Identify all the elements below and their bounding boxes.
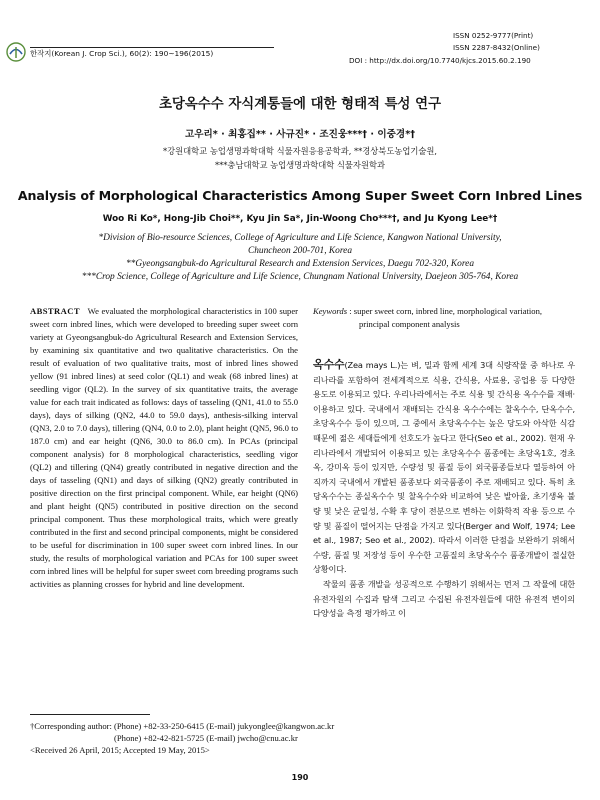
keywords — [313, 305, 575, 331]
affiliation-english-3: **Gyeongsangbuk-do Agricultural Research and Extension Services, Daegu 702-320, Korea — [125, 259, 475, 269]
abstract-label: ABSTRACT — [30, 306, 80, 316]
issn-online: ISSN 2287-8432(Online) — [453, 43, 540, 52]
abstract-text: We evaluated the morphological characteristics in 100 super sweet corn inbred lines, which were developed to breeding super sweet corn variety at Gyeongsangbuk-do Agricultural Research and Extension Services, by examining six quantitative and two qualitative characteristics. On the result of evaluation of two qualitative traits, most of inbred lines showed yellow (91 inbred lines) at seed color (QL1) and weak (68 inbred lines) at seedling vigor (QL2). In the survey of six quantitative traits, the average value for each trait indicated as follows: days of tasseling (QN1, 41.0 to 55.0 days), days of silking (QN2, 44.0 to 59.0 days), anthesis-silking interval (QN3, 2.0 to 7.0 days), tillering (QN4, 0.0 to 2.0), plant height (QN5, 96.0 to 187.0 cm) and ear height (QN6, 30.0 to 86.0 cm). In PCAs (principal component analysis) for 8 morphological characteristics, seedling vigor (QL2) and tillering (QN4) greatly contributed in negative direction and the days of tasseling (QN1) and days of silking (QN2) greatly contributed in positive direction on the first principal component. While, ear height (QN6) and plant height (QN5) contributed in positive direction on the second principal component. Thus these morphological traits, which were greatly contributed in the first and second principal components, might be considered to be useful for discrimination in 100 super sweet corn inbred lines. In our study, the results of morphological variation and PCAs for 100 super sweet corn inbred lines will be helpful for super sweet corn breeding programs such activities as planning crosses for hybrid and line development. — [30, 306, 298, 589]
authors-korean: 고우리* · 최홍집** · 사규진* · 조진웅***† · 이중경*† — [184, 129, 416, 140]
body-paragraph-1: (Zea mays L.)는 벼, 밀과 함께 세계 3대 식량작물 중 하나로 우리나라를 포함하여 전세계적으로 식용, 간식용, 사료용, 공업용 등 다양한 용도로 이용되고 있다. 우리나라에서는 주로 식용 및 간식용 옥수수를 재배·이용하고 있다. 국내에서 재배되는 간식용 옥수수에는 찰옥수수, 단옥수수, 초당옥수수 등이 있으며, 그 중에서 초당옥수수는 높은 당도와 아삭한 식감때문에 젊은 세대들에게 선호도가 높다고 한다(Seo et al., 2002). 현재 우리나라에서 개발되어 이용되고 있는 초당옥수수 품종에는 초당옥1호, 경초옥, 강미옥 등이 있지만, 수량성 및 품질 등이 외국품종들보다 열등하여 아직까지 국내에서 개발된 품종보다 외국품종이 주로 재배되고 있다. 특히 초당옥수수는 종실옥수수 및 찰옥수수와 비교하여 낮은 발아율, 초기생육 불량 및 낮은 균일성, 수확 후 당이 전분으로 변하는 이화학적 작용 등으로 수량 및 품질이 떨어지는 단점을 가지고 있다(Berger and Wolf, 1974; Lee et al., 1987; Seo et al., 2002). 따라서 이러한 단점을 보완하기 위해서 수량, 품질 및 저장성 등이 우수한 고품질의 초당옥수수 품종개발이 절실한 상황이다. — [313, 360, 575, 575]
affiliation-english-4: ***Crop Science, College of Agriculture and Life Science, Chungnam National University, Daejeon 305-764, Korea — [81, 272, 519, 282]
title-korean: 초당옥수수 자식계통들에 대한 형태적 특성 연구 — [158, 97, 441, 112]
affiliation-english-2: Chuncheon 200-701, Korea — [247, 246, 353, 256]
journal-logo-mark — [6, 42, 26, 62]
journal-citation: 한작지(Korean J. Crop Sci.), 60(2): 190~196(2015) — [30, 49, 214, 58]
body-paragraph-2: 작물의 품종 개발을 성공적으로 수행하기 위해서는 먼저 그 작물에 대한 유전자원의 수집과 탐색 그리고 수집된 유전자원들에 대한 유전적 변이의 다양성을 측정 평가하고 이 — [313, 578, 575, 619]
contact-line-2: (Phone) +82-42-821-5725 (E-mail) jwcho@cnu.ac.kr — [114, 733, 298, 743]
affiliation-korean-2: ***충남대학교 농업생명과학대학 식물자원학과 — [214, 160, 385, 170]
doi: DOI : http://dx.doi.org/10.7740/kjcs.2015.60.2.190 — [349, 56, 531, 65]
keywords-text-2: principal component analysis — [359, 319, 460, 329]
affiliation-korean-1: *강원대학교 농업생명과학대학 식물자원응용공학과, **경상북도농업기술원, — [162, 146, 438, 156]
body-korean — [313, 358, 575, 621]
authors-english: Woo Ri Ko*, Hong-Jib Choi**, Kyu Jin Sa*, Jin-Woong Cho***†, and Ju Kyong Lee*† — [102, 214, 498, 224]
received-date: <Received 26 April, 2015; Accepted 19 May, 2015> — [30, 745, 210, 755]
affiliation-english-1: *Division of Bio-resource Sciences, College of Agriculture and Life Science, Kangwon National University, — [98, 233, 502, 243]
keywords-label: Keywords — [313, 306, 348, 316]
footnote-rule — [30, 714, 150, 715]
corresponding-label: †Corresponding author: — [30, 721, 112, 731]
abstract — [30, 305, 298, 591]
journal-logo — [6, 42, 26, 62]
keywords-text: : super sweet corn, inbred line, morphological variation, — [349, 306, 543, 316]
footnote — [30, 720, 575, 756]
body-lead: 옥수수 — [313, 358, 345, 371]
page-number: 190 — [291, 773, 309, 782]
contact-line-1: (Phone) +82-33-250-6415 (E-mail) jukyonglee@kangwon.ac.kr — [114, 721, 335, 731]
title-english: Analysis of Morphological Characteristics Among Super Sweet Corn Inbred Lines — [17, 188, 583, 203]
header-rule — [30, 47, 274, 48]
issn-print: ISSN 0252-9777(Print) — [453, 31, 534, 40]
